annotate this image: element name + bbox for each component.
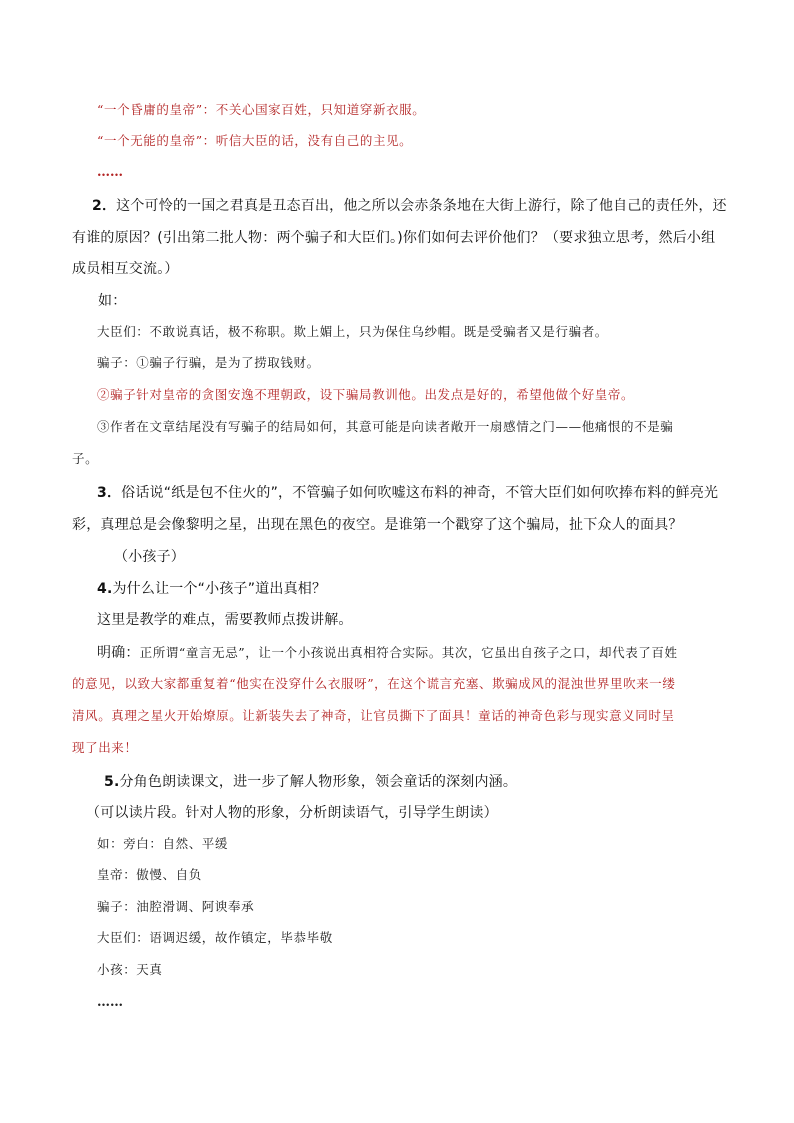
text-line: 如：旁白：自然、平缓 xyxy=(97,836,229,851)
text-line: 清风。真理之星火开始燎原。让新装失去了神奇，让官员撕下了面具！童话的神奇色彩与现实意义同时呈 xyxy=(72,708,675,723)
text-line: 骗子：①骗子行骗，是为了捞取钱财。 xyxy=(97,355,320,370)
text-line: 子。 xyxy=(72,451,99,466)
text-line: ②骗子针对皇帝的贪图安逸不理朝政，设下骗局教训他。出发点是好的，希望他做个好皇帝。 xyxy=(97,387,635,402)
question-number: 4. xyxy=(97,581,113,597)
text-line: 现了出来！ xyxy=(72,740,138,755)
ellipsis: …… xyxy=(97,165,123,180)
question-number: 5. xyxy=(104,774,120,790)
question-number: 2． xyxy=(92,198,117,214)
text-line: 骗子：油腔滑调、阿谀奉承 xyxy=(97,899,255,914)
text-line: 如： xyxy=(98,293,127,309)
text-line: 大臣们：语调迟缓，故作镇定，毕恭毕敬 xyxy=(97,930,333,945)
question-number: 3． xyxy=(97,485,122,501)
question-3-line-1: 3．俗话说“纸是包不住火的”，不管骗子如何吹嘘这布料的神奇，不管大臣们如何吹捧布料的鲜亮光 xyxy=(97,485,719,501)
text-line: 明确：正所谓“童言无忌”，让一个小孩说出真相符合实际。其次，它虽出自孩子之口，却代表了百姓 xyxy=(97,645,678,661)
text-line: “一个无能的皇帝”：听信大臣的话，没有自己的主见。 xyxy=(97,133,413,148)
ellipsis: …… xyxy=(97,995,123,1010)
lead-label: 明确： xyxy=(97,645,140,661)
text-line: （可以读片段。针对人物的形象，分析朗读语气，引导学生朗读） xyxy=(86,805,498,821)
text-line: 小孩：天真 xyxy=(97,962,163,977)
text-line: ③作者在文章结尾没有写骗子的结局如何，其意可能是向读者敞开一扇感情之门——他痛恨的不是骗 xyxy=(97,419,674,434)
text-line: 的意见，以致大家都重复着“他实在没穿什么衣服呀”，在这个谎言充塞、欺骗成风的混浊世界里吹来一缕 xyxy=(72,676,676,691)
text-line: （小孩子） xyxy=(114,549,185,565)
text-line: 有谁的原因？(引出第二批人物：两个骗子和大臣们。)你们如何去评价他们？（要求独立思考，然后小组 xyxy=(72,230,716,246)
text-line: 成员相互交流。） xyxy=(72,261,179,277)
text-line: 皇帝：傲慢、自负 xyxy=(97,867,202,882)
text-line: 大臣们：不敢说真话，极不称职。欺上媚上，只为保住乌纱帽。既是受骗者又是行骗者。 xyxy=(97,324,608,339)
question-2-line-1: 2．这个可怜的一国之君真是丑态百出，他之所以会赤条条地在大街上游行，除了他自己的责任外，还 xyxy=(92,198,727,214)
text-line: 这里是教学的难点，需要教师点拨讲解。 xyxy=(97,612,353,628)
question-4: 4.为什么让一个“小孩子”道出真相？ xyxy=(97,581,327,597)
text-line: “一个昏庸的皇帝”：不关心国家百姓，只知道穿新衣服。 xyxy=(97,102,426,117)
question-5: 5.分角色朗读课文，进一步了解人物形象，领会童话的深刻内涵。 xyxy=(104,774,518,790)
text-line: 彩，真理总是会像黎明之星，出现在黑色的夜空。是谁第一个戳穿了这个骗局，扯下众人的面具？ xyxy=(72,517,683,533)
